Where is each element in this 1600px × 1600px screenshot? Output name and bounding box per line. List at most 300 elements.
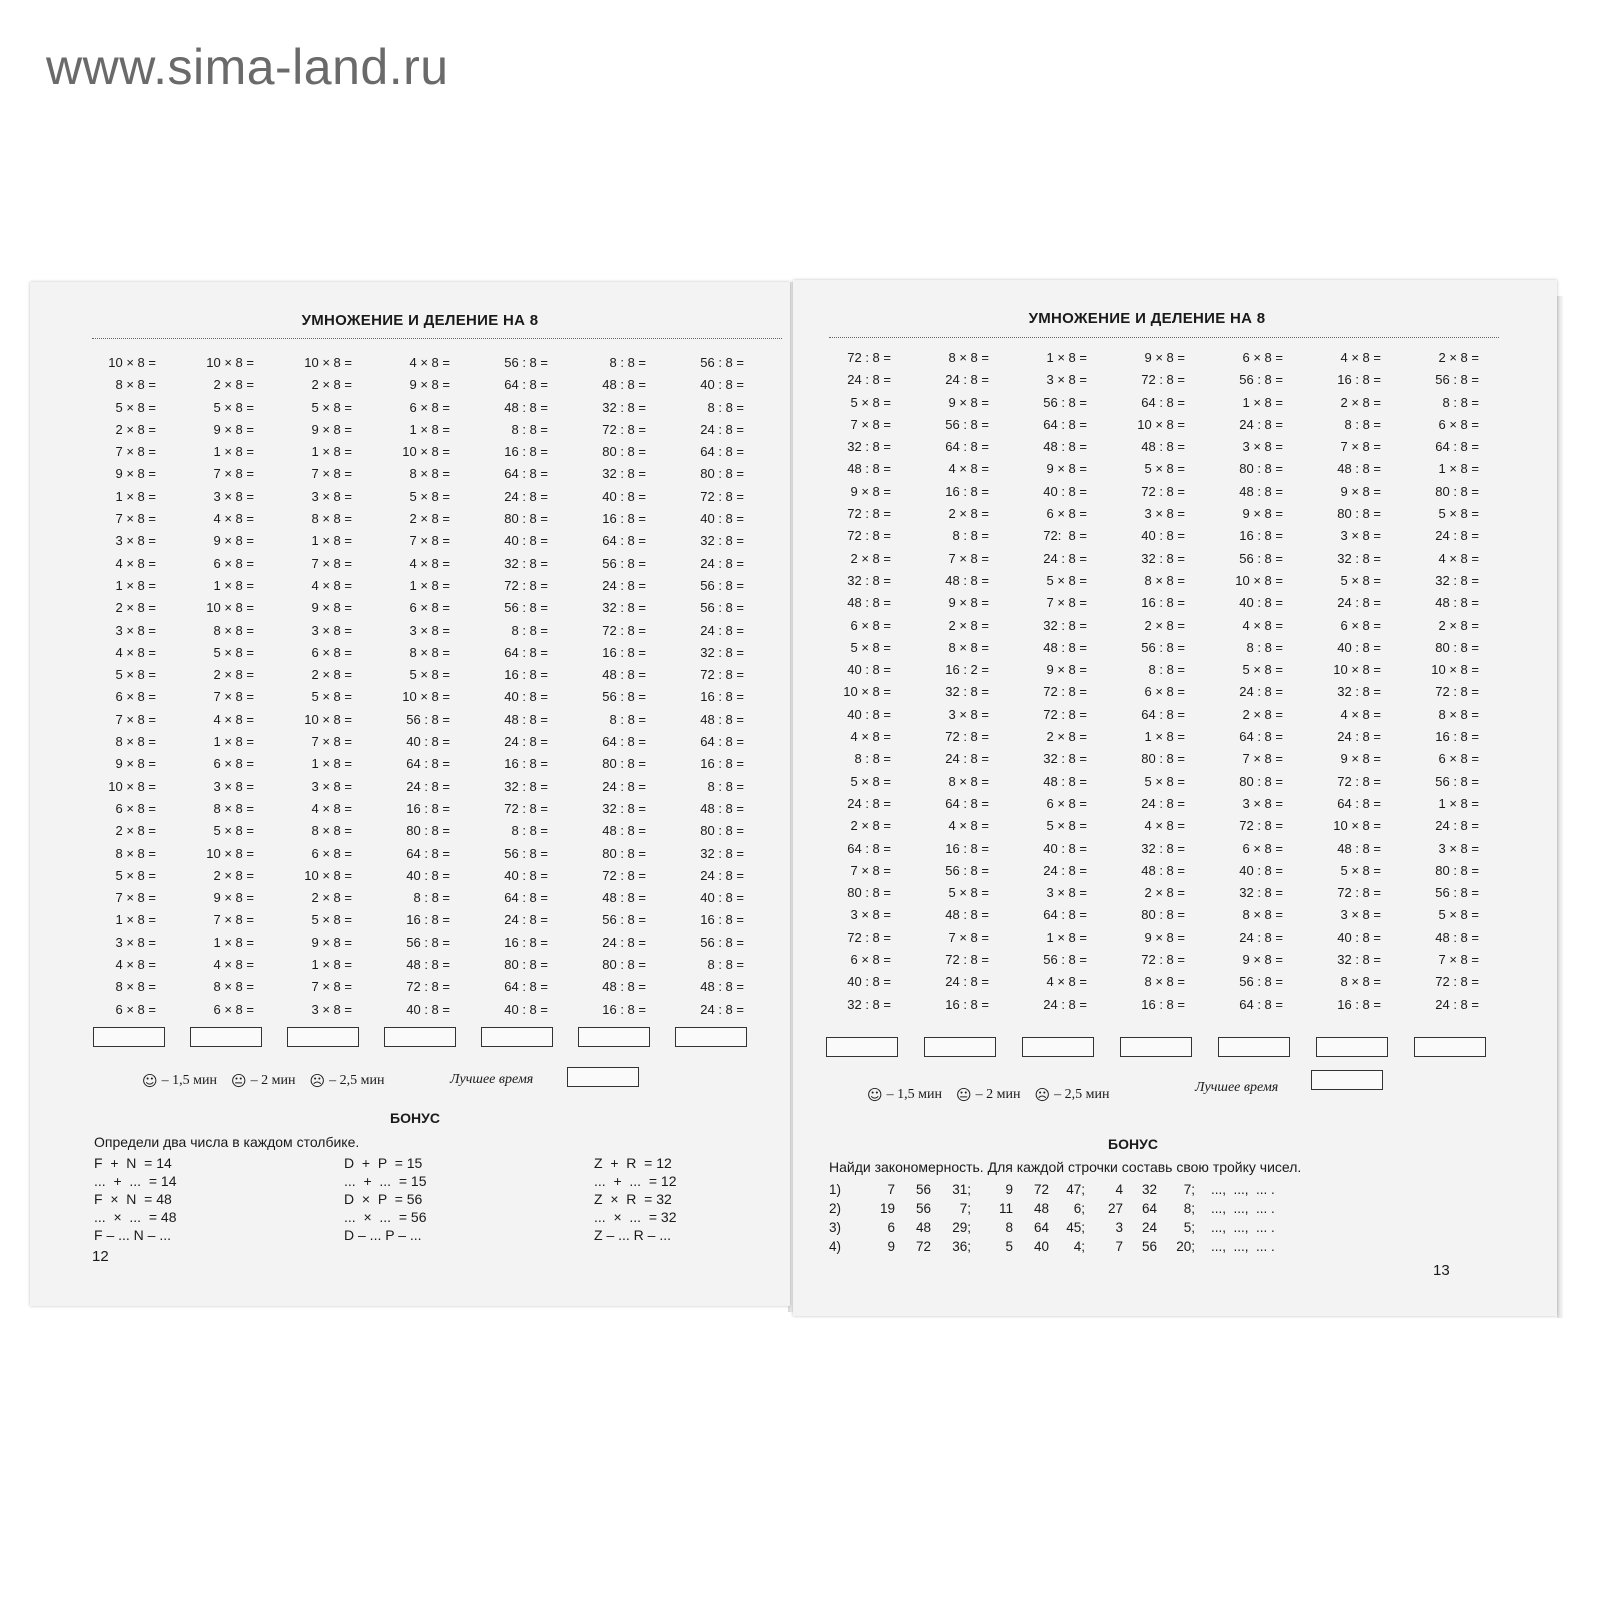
timing-item (867, 1086, 942, 1104)
exercise-cell: 2 × 8 = (213, 667, 254, 683)
exercise-cell: 72 : 8 = (847, 929, 891, 945)
exercise-cell: 8 × 8 = (948, 350, 989, 365)
exercise-cell: 4 × 8 = (1340, 706, 1381, 722)
pattern-rows (829, 1180, 1301, 1256)
exercise-cell: 72 : 8 = (1337, 773, 1381, 789)
exercise-cell: 24 : 8 = (1239, 684, 1283, 700)
exercise-cell: 5 × 8 = (1242, 662, 1283, 678)
exercise-column (382, 352, 480, 1021)
exercise-cell: 32 : 8 = (602, 466, 646, 482)
exercise-cell: 6 × 8 = (213, 756, 254, 772)
exercise-cell: 3 × 8 = (948, 706, 989, 722)
exercise-cell: 48 : 8 = (406, 957, 450, 973)
pattern-value: 11 (998, 1201, 1013, 1216)
exercise-cell: 40 : 8 = (406, 867, 450, 883)
exercise-column (1313, 347, 1411, 1016)
timing-item (309, 1072, 384, 1090)
exercise-cell: 6 × 8 = (115, 800, 156, 816)
exercise-cell: 2 × 8 = (850, 550, 891, 566)
exercise-cell: 5 × 8 = (213, 399, 254, 415)
pattern-value: 6 (887, 1220, 895, 1235)
bonus-line: Z – ... R – ... (594, 1227, 672, 1243)
bonus-column (94, 1154, 344, 1244)
exercise-cell: 6 × 8 = (311, 644, 352, 660)
exercise-cell: 6 × 8 = (850, 617, 891, 633)
exercise-cell: 4 × 8 = (213, 957, 254, 973)
exercise-cell: 10 × 8 = (206, 600, 254, 616)
exercise-cell: 3 × 8 = (311, 778, 352, 794)
pattern-value: 9 (887, 1239, 895, 1254)
pattern-value: 31; (952, 1182, 971, 1197)
exercise-cell: 80 : 8 = (1435, 862, 1479, 878)
exercise-cell: 24 : 8 = (504, 488, 548, 504)
exercise-cell: 2 × 8 = (115, 600, 156, 616)
exercise-cell: 32 : 8 = (1043, 751, 1087, 767)
exercise-cell: 72 : 8 = (700, 667, 744, 683)
exercise-cell: 32 : 8 = (1141, 550, 1185, 566)
exercise-cell: 72: 8 = (1043, 528, 1087, 544)
exercise-cell: 48 : 8 = (504, 399, 548, 415)
answer-time-box[interactable] (1022, 1037, 1094, 1057)
exercise-cell: 10 × 8 = (402, 444, 450, 460)
pattern-value: 4; (1073, 1239, 1085, 1254)
exercise-cell: 10 × 8 = (1333, 818, 1381, 834)
exercise-cell: 8 × 8 = (1144, 974, 1185, 990)
bonus-columns (94, 1154, 844, 1244)
exercise-cell: 3 × 8 = (213, 488, 254, 504)
exercise-cell: 5 × 8 = (213, 823, 254, 839)
pattern-value: 20; (1176, 1239, 1195, 1254)
exercise-cell: 24 : 8 = (1239, 416, 1283, 432)
exercise-cell: 5 × 8 = (1340, 572, 1381, 588)
exercise-cell: 64 : 8 = (1043, 907, 1087, 923)
exercise-cell: 3 × 8 = (850, 907, 891, 923)
exercise-cell: 6 × 8 = (1046, 506, 1087, 522)
exercise-cell: 16 : 8 = (700, 756, 744, 772)
timing-text: – 2,5 мин (329, 1073, 385, 1088)
exercise-cell: 6 × 8 = (115, 1001, 156, 1017)
exercise-cell: 64 : 8 = (1239, 729, 1283, 745)
exercise-cell: 72 : 8 = (700, 488, 744, 504)
exercise-cell: 10 × 8 = (1137, 416, 1185, 432)
exercise-cell: 1 × 8 = (213, 577, 254, 593)
exercise-cell: 72 : 8 = (1337, 885, 1381, 901)
exercise-cell: 56 : 8 = (602, 689, 646, 705)
title-divider (92, 338, 782, 339)
exercise-column (284, 352, 382, 1021)
answer-time-box[interactable] (1218, 1037, 1290, 1057)
exercise-cell: 3 × 8 = (1438, 840, 1479, 856)
exercise-cell: 16 : 8 = (945, 996, 989, 1012)
timing-item (142, 1072, 217, 1090)
exercise-cell: 5 × 8 = (311, 689, 352, 705)
exercise-cell: 56 : 8 = (1239, 974, 1283, 990)
exercise-cell: 72 : 8 = (847, 350, 891, 365)
exercise-cell: 9 × 8 = (1144, 350, 1185, 365)
exercise-cell: 80 : 8 = (1435, 639, 1479, 655)
exercise-cell: 5 × 8 = (409, 667, 450, 683)
exercise-cell: 1 × 8 = (115, 488, 156, 504)
exercise-cell: 48 : 8 = (700, 711, 744, 727)
best-time-box[interactable] (567, 1067, 639, 1087)
pattern-value: ..., ..., ... . (1211, 1239, 1275, 1254)
pattern-value: 7 (1115, 1239, 1123, 1254)
exercise-cell: 16 : 8 = (602, 644, 646, 660)
exercise-cell: 8 : 8 = (854, 751, 891, 767)
exercise-cell: 24 : 8 = (602, 577, 646, 593)
exercise-cell: 40 : 8 = (1337, 639, 1381, 655)
answer-time-box[interactable] (190, 1027, 262, 1047)
exercise-cell: 24 : 8 = (1043, 996, 1087, 1012)
pattern-value: 7; (959, 1201, 971, 1216)
exercise-cell: 32 : 8 = (1141, 840, 1185, 856)
pattern-value: ..., ..., ... . (1211, 1182, 1275, 1197)
exercise-cell: 40 : 8 = (504, 689, 548, 705)
exercise-cell: 40 : 8 = (700, 511, 744, 527)
exercise-cell: 48 : 8 = (1141, 862, 1185, 878)
exercise-cell: 8 × 8 = (311, 823, 352, 839)
exercise-cell: 3 × 8 = (1242, 439, 1283, 455)
exercise-cell: 2 × 8 = (311, 667, 352, 683)
exercise-cell: 8 × 8 = (115, 845, 156, 861)
page-edge (1557, 296, 1563, 1318)
exercise-cell: 5 × 8 = (1046, 572, 1087, 588)
frown-icon: ☹ (1034, 1086, 1051, 1104)
exercise-cell: 56 : 8 = (1239, 372, 1283, 388)
pattern-value: 7 (887, 1182, 895, 1197)
exercise-cell: 32 : 8 = (1239, 885, 1283, 901)
answer-time-box[interactable] (384, 1027, 456, 1047)
exercise-cell: 40 : 8 = (406, 734, 450, 750)
exercise-column (186, 352, 284, 1021)
exercise-cell: 9 × 8 = (311, 421, 352, 437)
exercise-cell: 24 : 8 = (1043, 550, 1087, 566)
exercise-cell: 7 × 8 = (311, 555, 352, 571)
exercise-column (1117, 347, 1215, 1016)
bonus-line: ... × ... = 56 (344, 1209, 427, 1225)
exercise-cell: 8 × 8 = (948, 639, 989, 655)
exercise-cell: 48 : 8 = (504, 711, 548, 727)
exercise-cell: 40 : 8 = (1239, 595, 1283, 611)
exercise-cell: 4 × 8 = (948, 461, 989, 477)
exercise-cell: 7 × 8 = (115, 511, 156, 527)
exercise-cell: 56 : 8 = (1239, 550, 1283, 566)
exercise-cell: 40 : 8 = (504, 1001, 548, 1017)
exercise-cell: 7 × 8 = (1242, 751, 1283, 767)
smile-icon: ☺ (142, 1072, 158, 1090)
answer-time-box[interactable] (578, 1027, 650, 1047)
exercise-column (1215, 347, 1313, 1016)
exercise-cell: 32 : 8 = (700, 533, 744, 549)
exercise-cell: 9 × 8 = (1144, 929, 1185, 945)
pattern-value: 5; (1183, 1220, 1195, 1235)
exercise-cell: 72 : 8 = (1043, 684, 1087, 700)
pattern-value: 9 (1005, 1182, 1013, 1197)
exercise-cell: 5 × 8 = (311, 912, 352, 928)
exercise-cell: 7 × 8 = (213, 689, 254, 705)
pattern-number: 2) (829, 1201, 842, 1216)
exercise-cell: 16 : 8 = (700, 689, 744, 705)
exercise-cell: 32 : 8 = (945, 684, 989, 700)
exercise-column (921, 347, 1019, 1016)
exercise-cell: 5 × 8 = (1340, 862, 1381, 878)
exercise-cell: 80 : 8 = (1141, 751, 1185, 767)
exercise-cell: 32 : 8 = (700, 644, 744, 660)
exercise-cell: 6 × 8 = (409, 600, 450, 616)
exercise-cell: 48 : 8 = (1337, 461, 1381, 477)
exercise-cell: 56 : 8 = (1435, 773, 1479, 789)
exercise-cell: 80 : 8 = (700, 823, 744, 839)
exercise-column (823, 347, 921, 1016)
exercise-cell: 64 : 8 = (945, 795, 989, 811)
exercise-cell: 56 : 8 = (945, 862, 989, 878)
exercise-cell: 64 : 8 = (406, 756, 450, 772)
exercise-cell: 48 : 8 = (602, 979, 646, 995)
exercise-cell: 6 × 8 = (311, 845, 352, 861)
exercise-cell: 8 : 8 = (511, 622, 548, 638)
exercise-cell: 6 × 8 = (1046, 795, 1087, 811)
exercise-cell: 48 : 8 = (700, 800, 744, 816)
answer-time-box[interactable] (481, 1027, 553, 1047)
exercise-cell: 80 : 8 = (1337, 506, 1381, 522)
exercise-cell: 1 × 8 = (115, 577, 156, 593)
pattern-value: 72 (1033, 1182, 1049, 1197)
smile-icon: ☺ (867, 1086, 883, 1104)
exercise-cell: 40 : 8 = (1337, 929, 1381, 945)
exercise-cell: 72 : 8 = (1141, 372, 1185, 388)
exercise-cell: 24 : 8 = (700, 622, 744, 638)
exercise-cell: 64 : 8 = (504, 979, 548, 995)
exercise-cell: 32 : 8 = (504, 778, 548, 794)
exercise-cell: 16 : 8 = (406, 800, 450, 816)
exercise-cell: 48 : 8 = (1239, 483, 1283, 499)
exercise-cell: 80 : 8 = (847, 885, 891, 901)
exercise-cell: 1 × 8 = (409, 421, 450, 437)
exercise-cell: 8 × 8 = (213, 800, 254, 816)
bonus-line: F + N = 14 (94, 1155, 172, 1171)
exercise-column (480, 352, 578, 1021)
exercise-cell: 32 : 8 = (602, 600, 646, 616)
exercise-cell: 9 × 8 = (409, 377, 450, 393)
exercise-cell: 72 : 8 = (1141, 952, 1185, 968)
exercise-cell: 40 : 8 = (700, 890, 744, 906)
page-number: 13 (1433, 1262, 1450, 1279)
exercise-cell: 9 × 8 = (311, 600, 352, 616)
exercise-cell: 6 × 8 = (1438, 416, 1479, 432)
exercise-cell: 2 × 8 = (311, 890, 352, 906)
exercise-cell: 2 × 8 = (1438, 617, 1479, 633)
exercise-cell: 2 × 8 = (311, 377, 352, 393)
bonus-title: БОНУС (390, 1110, 440, 1126)
exercise-cell: 3 × 8 = (311, 622, 352, 638)
exercise-cell: 8 × 8 = (409, 644, 450, 660)
pattern-value: 72 (915, 1239, 931, 1254)
exercise-cell: 80 : 8 = (504, 957, 548, 973)
exercise-cell: 56 : 8 = (1435, 372, 1479, 388)
exercise-cell: 40 : 8 = (504, 533, 548, 549)
exercise-cell: 4 × 8 = (409, 555, 450, 571)
exercise-cell: 56 : 8 = (945, 416, 989, 432)
exercise-cell: 16 : 8 = (1337, 996, 1381, 1012)
bonus-line: Z × R = 32 (594, 1191, 672, 1207)
exercise-cell: 80 : 8 = (1239, 773, 1283, 789)
exercise-cell: 56 : 8 = (602, 912, 646, 928)
bonus-line: Z + R = 12 (594, 1155, 672, 1171)
best-time-label: Лучшее время (1195, 1080, 1279, 1095)
exercise-cell: 72 : 8 = (1435, 974, 1479, 990)
exercise-cell: 24 : 8 = (847, 372, 891, 388)
exercise-cell: 3 × 8 = (1046, 885, 1087, 901)
exercise-cell: 9 × 8 = (311, 934, 352, 950)
exercise-cell: 40 : 8 = (602, 488, 646, 504)
exercise-cell: 8 : 8 = (707, 399, 744, 415)
exercise-cell: 72 : 8 = (945, 952, 989, 968)
exercise-cell: 40 : 8 = (847, 706, 891, 722)
exercise-cell: 2 × 8 = (948, 617, 989, 633)
bonus-line: D – ... P – ... (344, 1227, 422, 1243)
exercise-cell: 9 × 8 = (115, 756, 156, 772)
exercise-cell: 10 × 8 = (206, 355, 254, 370)
exercise-cell: 72 : 8 = (504, 577, 548, 593)
exercise-cell: 24 : 8 = (1435, 818, 1479, 834)
exercise-cell: 1 × 8 = (1438, 461, 1479, 477)
exercise-cell: 7 × 8 = (115, 444, 156, 460)
best-time-label: Лучшее время (450, 1072, 534, 1087)
timing-item (231, 1072, 295, 1090)
title-divider (829, 337, 1499, 338)
exercise-cell: 3 × 8 = (115, 533, 156, 549)
exercise-cell: 72 : 8 = (602, 867, 646, 883)
exercise-cell: 1 × 8 = (1438, 795, 1479, 811)
exercise-cell: 5 × 8 = (409, 488, 450, 504)
exercise-cell: 7 × 8 = (115, 890, 156, 906)
exercise-cell: 3 × 8 = (1144, 506, 1185, 522)
exercise-cell: 3 × 8 = (1340, 528, 1381, 544)
exercise-cell: 56 : 8 = (406, 711, 450, 727)
exercise-cell: 1 × 8 = (311, 533, 352, 549)
page-title: УМНОЖЕНИЕ И ДЕЛЕНИЕ НА 8 (301, 312, 539, 329)
exercise-cell: 9 × 8 = (850, 483, 891, 499)
bonus-line: ... + ... = 15 (344, 1173, 427, 1189)
exercise-cell: 16 : 8 = (1141, 996, 1185, 1012)
exercise-cell: 5 × 8 = (850, 394, 891, 410)
exercise-cell: 2 × 8 = (1340, 394, 1381, 410)
bonus-column (344, 1154, 594, 1244)
pattern-value: 8; (1183, 1201, 1195, 1216)
answer-time-box[interactable] (1120, 1037, 1192, 1057)
exercise-cell: 32 : 8 = (504, 555, 548, 571)
exercise-cell: 32 : 8 = (1337, 550, 1381, 566)
answer-time-box[interactable] (1414, 1037, 1486, 1057)
exercise-cell: 40 : 8 = (847, 974, 891, 990)
bonus-line: D + P = 15 (344, 1155, 423, 1171)
exercise-cell: 48 : 8 = (1043, 773, 1087, 789)
answer-time-box[interactable] (287, 1027, 359, 1047)
answer-time-box[interactable] (93, 1027, 165, 1047)
pattern-value: 64 (1033, 1220, 1049, 1235)
exercise-cell: 2 × 8 = (409, 511, 450, 527)
exercise-cell: 4 × 8 = (115, 644, 156, 660)
exercise-cell: 9 × 8 = (948, 394, 989, 410)
exercise-cell: 80 : 8 = (1435, 483, 1479, 499)
exercise-cell: 4 × 8 = (1438, 550, 1479, 566)
exercise-cell: 9 × 8 = (948, 595, 989, 611)
answer-time-box[interactable] (924, 1037, 996, 1057)
exercise-cell: 4 × 8 = (1046, 974, 1087, 990)
exercise-cell: 7 × 8 = (115, 711, 156, 727)
pattern-value: 24 (1141, 1220, 1157, 1235)
pattern-value: 19 (879, 1201, 895, 1216)
pattern-value: 3 (1115, 1220, 1123, 1235)
exercise-cell: 32 : 8 = (847, 572, 891, 588)
exercise-cell: 40 : 8 = (504, 867, 548, 883)
exercise-cell: 1 × 8 = (213, 934, 254, 950)
exercise-cell: 72 : 8 = (1141, 483, 1185, 499)
exercise-cell: 40 : 8 = (1043, 840, 1087, 856)
exercise-cell: 6 × 8 = (850, 952, 891, 968)
exercise-cell: 1 × 8 = (1046, 350, 1087, 365)
exercise-cell: 56 : 8 = (1141, 639, 1185, 655)
frown-icon: ☹ (309, 1072, 326, 1090)
pattern-value: 8 (1005, 1220, 1013, 1235)
exercise-cell: 7 × 8 = (948, 929, 989, 945)
exercise-cell: 7 × 8 = (850, 416, 891, 432)
bonus-instructions: Определи два числа в каждом столбике. (94, 1134, 360, 1150)
exercise-column (1019, 347, 1117, 1016)
exercise-cell: 64 : 8 = (945, 439, 989, 455)
exercise-cell: 16 : 8 = (504, 934, 548, 950)
exercise-cell: 8 : 8 = (609, 711, 646, 727)
exercise-cell: 4 × 8 = (311, 577, 352, 593)
exercise-cell: 72 : 8 = (406, 979, 450, 995)
exercise-cell: 5 × 8 = (1438, 907, 1479, 923)
answer-time-box[interactable] (826, 1037, 898, 1057)
exercise-cell: 64 : 8 = (700, 734, 744, 750)
exercise-cell: 6 × 8 = (213, 555, 254, 571)
answer-time-box[interactable] (1316, 1037, 1388, 1057)
pattern-row (829, 1180, 1301, 1199)
exercise-cell: 9 × 8 = (115, 466, 156, 482)
exercise-cell: 40 : 8 = (1239, 862, 1283, 878)
pattern-value: 29; (952, 1220, 971, 1235)
exercise-cell: 1 × 8 = (409, 577, 450, 593)
exercise-cell: 16 : 8 = (602, 511, 646, 527)
exercise-cell: 4 × 8 = (1144, 818, 1185, 834)
exercise-cell: 8 : 8 = (707, 778, 744, 794)
timing-legend (142, 1072, 398, 1090)
best-time-box[interactable] (1311, 1070, 1383, 1090)
exercise-cell: 8 × 8 = (115, 979, 156, 995)
exercise-cell: 1 × 8 = (311, 444, 352, 460)
exercise-cell: 64 : 8 = (602, 533, 646, 549)
exercise-cell: 8 × 8 = (1242, 907, 1283, 923)
exercise-cell: 16 : 8 = (1435, 729, 1479, 745)
exercise-cell: 64 : 8 = (406, 845, 450, 861)
answer-time-box[interactable] (675, 1027, 747, 1047)
exercise-cell: 64 : 8 = (1239, 996, 1283, 1012)
exercise-cell: 3 × 8 = (213, 778, 254, 794)
exercise-cell: 24 : 8 = (700, 555, 744, 571)
exercise-cell: 8 : 8 = (952, 528, 989, 544)
exercise-cell: 3 × 8 = (311, 488, 352, 504)
exercise-cell: 24 : 8 = (1337, 729, 1381, 745)
exercise-cell: 1 × 8 = (213, 444, 254, 460)
exercise-cell: 64 : 8 = (504, 466, 548, 482)
exercise-cell: 4 × 8 = (1340, 350, 1381, 365)
exercise-cell: 32 : 8 = (602, 800, 646, 816)
exercise-cell: 72 : 8 = (602, 421, 646, 437)
exercise-cell: 6 × 8 = (1144, 684, 1185, 700)
